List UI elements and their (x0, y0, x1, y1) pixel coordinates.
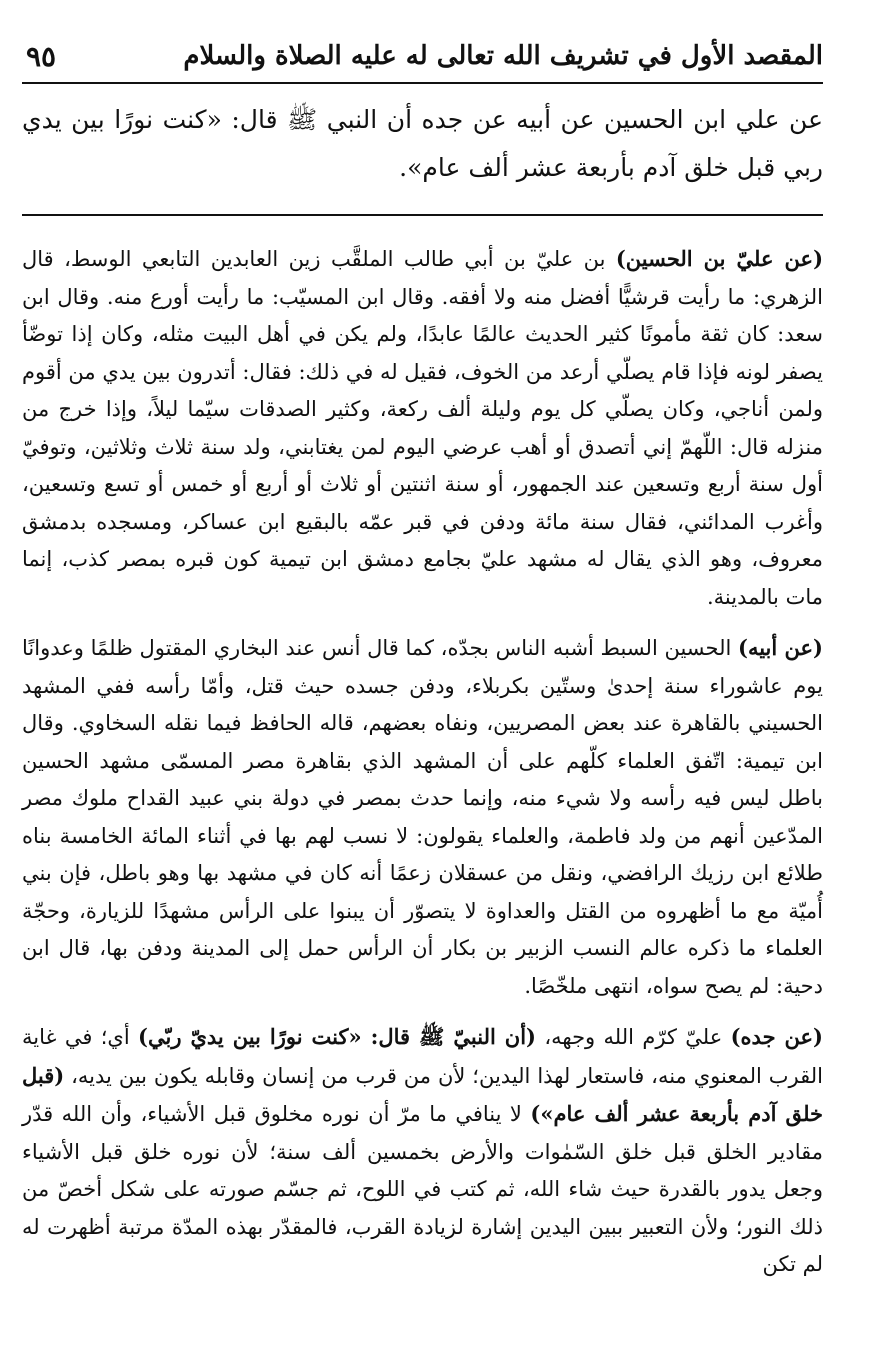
running-header (22, 30, 823, 84)
paragraph-lead-grandfather: (عن جده) (730, 1024, 823, 1049)
hadith-text: عن علي ابن الحسين عن أبيه عن جده أن النبي ﷺ قال: «كنت نورًا بين يدي ربي قبل خلق آدم بأربعة عشر ألف عام». (22, 105, 823, 182)
paragraph-body-grandfather-a: عليّ كرّم الله وجهه، (536, 1025, 731, 1049)
quoted-hadith-part-one: (أن النبيّ ﷺ قال: «كنت نورًا بين يديّ ربّي) (138, 1024, 536, 1049)
paragraph-body-grandfather-c: أي؛ في غاية القرب المعنوي منه، فاستعار لهذا اليدين؛ لأن من قرب من إنسان وقابله يكون بين يديه، (22, 1025, 823, 1088)
commentary-paragraph-grandfather (22, 1018, 823, 1284)
quoted-hadith-part-two: (قبل خلق آدم بأربعة عشر ألف عام») (22, 1062, 824, 1126)
commentary (22, 240, 823, 1297)
paragraph-body-father: الحسين السبط أشبه الناس بجدّه، كما قال أنس عند البخاري المقتول ظلمًا وعدوانًا يوم عاشوراء سنة إحدىٰ وستّين بكربلاء، ودفن جسده حيث قتل، وأمّا رأسه ففي المشهد الحسيني بالقاهرة عند بعض المصريين، ونفاه بعضهم، قاله الحافظ فيما نقله السخاوي. وقال ابن تيمية: اتّفق العلماء كلّهم على أن المشهد الذي بقاهرة مصر المسمّى مشهد الحسين باطل ليس فيه رأسه ولا شيء منه، وإنما حدث بمصر في دولة بني عبيد القداح ملوك مصر المدّعين أنهم من ولد فاطمة، والعلماء يقولون: لا نسب لهم بها في أثناء المائة الخامسة بناه طلائع ابن رزيك الرافضي، ونقل من عسقلان زعمًا أنه كان في مشهد بها وهو باطل، فإن بني أُميّة مع ما أظهروه من القتل والعداوة لا يتصوّر أن يبنوا على الرأس مشهدًا للزيارة، وحجّة العلماء ما ذكره عالم النسب الزبير بن بكار أن الرأس حمل إلى المدينة ودفن بها، قال ابن دحية: لم يصح سواه، انتهى ملخّصًا. (22, 636, 823, 998)
page-number: ٩٥ (26, 39, 57, 73)
paragraph-lead-ali: (عن عليّ بن الحسين) (615, 246, 824, 271)
paragraph-body-grandfather-e: لا ينافي ما مرّ أن نوره مخلوق قبل الأشياء، وأن الله قدّر مقادير الخلق قبل خلق السّمٰوات والأرض بخمسين ألف سنة؛ لأن نوره خلق قبل الأشياء وجعل يدور بالقدرة حيث شاء الله، ثم كتب في اللوح، ثم جسّم صورته على شكل أخصّ من ذلك النور؛ ولأن التعبير ببين اليدين إشارة لزيادة القرب، فالمقدّر بهذه المدّة مرتبة أظهرت له لم تكن (22, 1102, 823, 1276)
paragraph-body-ali: بن عليّ بن أبي طالب الملقَّب زين العابدين التابعي الوسط، قال الزهري: ما رأيت قرشيًّا أفضل منه ولا أفقه. وقال ابن المسيّب: ما رأيت أورع منه. وقال ابن سعد: كان ثقة مأمونًا كثير الحديث عالمًا عابدًا، ولم يكن في أهل البيت مثله، وكان إذا توضّأ يصفر لونه فإذا قام يصلّي أرعد من الخوف، فقيل له في ذلك: فقال: أتدرون بين يدي من أقوم ولمن أناجي، وكان يصلّي كل يوم وليلة ألف ركعة، وكثير الصدقات سيّما ليلاً، وإذا خرج من منزله قال: اللّهمّ إني أتصدق أو أهب عرضي اليوم لمن يغتابني، ولد سنة ثلاث وثلاثين، وتوفيّ أول سنة أربع وتسعين عند الجمهور، أو سنة اثنتين أو ثلاث أو أربع أو خمس أو تسع وتسعين، وأغرب المدائني، فقال سنة مائة ودفن في قبر عمّه بالبقيع ابن عساكر، ومسجده بدمشق معروف، وهو الذي يقال له مشهد عليّ بجامع دمشق ابن تيمية كون قبره بمصر كذب، إنما مات بالمدينة. (22, 247, 823, 609)
text-divider (22, 214, 823, 216)
running-title: المقصد الأول في تشريف الله تعالى له عليه الصلاة والسلام (183, 41, 823, 71)
paragraph-lead-father: (عن أبيه) (738, 635, 823, 660)
commentary-paragraph-father (22, 629, 823, 1005)
commentary-paragraph-ali (22, 240, 823, 616)
